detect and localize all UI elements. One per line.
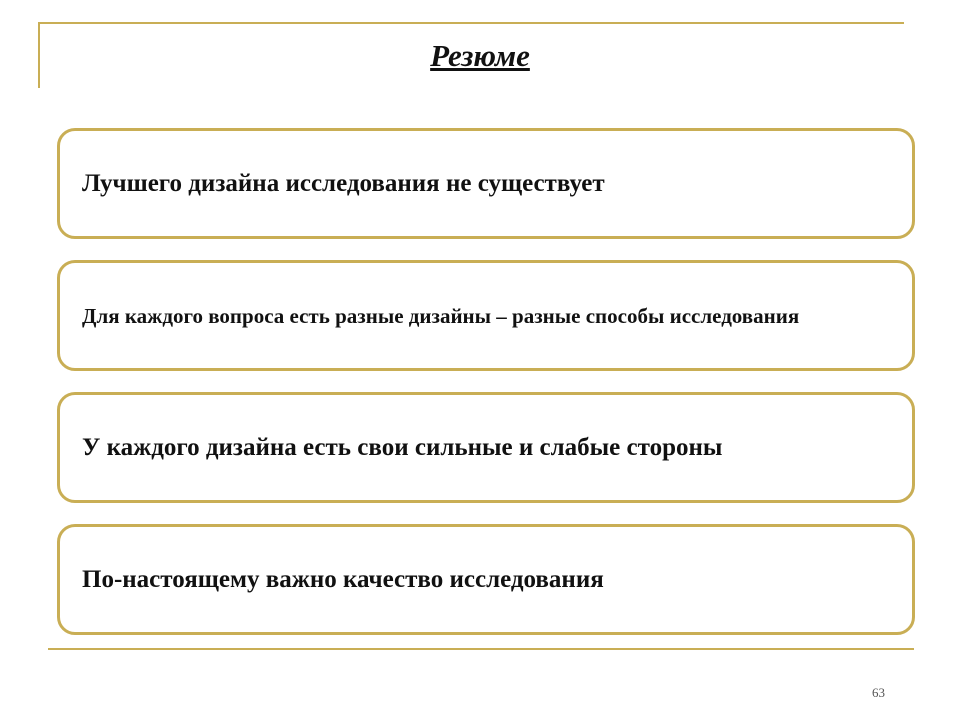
summary-box-2 — [57, 260, 915, 371]
summary-text-1: Лучшего дизайна исследования не существует — [82, 169, 605, 197]
slide-title: Резюме — [430, 38, 530, 73]
page-number: 63 — [872, 685, 885, 700]
summary-box-1 — [57, 128, 915, 239]
summary-text-4: По-настоящему важно качество исследования — [82, 565, 604, 593]
summary-box-4 — [57, 524, 915, 635]
top-frame-line — [38, 22, 904, 24]
summary-text-2: Для каждого вопроса есть разные дизайны – разные способы исследования — [82, 303, 800, 328]
summary-text-3: У каждого дизайна есть свои сильные и слабые стороны — [82, 433, 723, 461]
bottom-frame-line — [48, 648, 914, 650]
summary-box-3 — [57, 392, 915, 503]
